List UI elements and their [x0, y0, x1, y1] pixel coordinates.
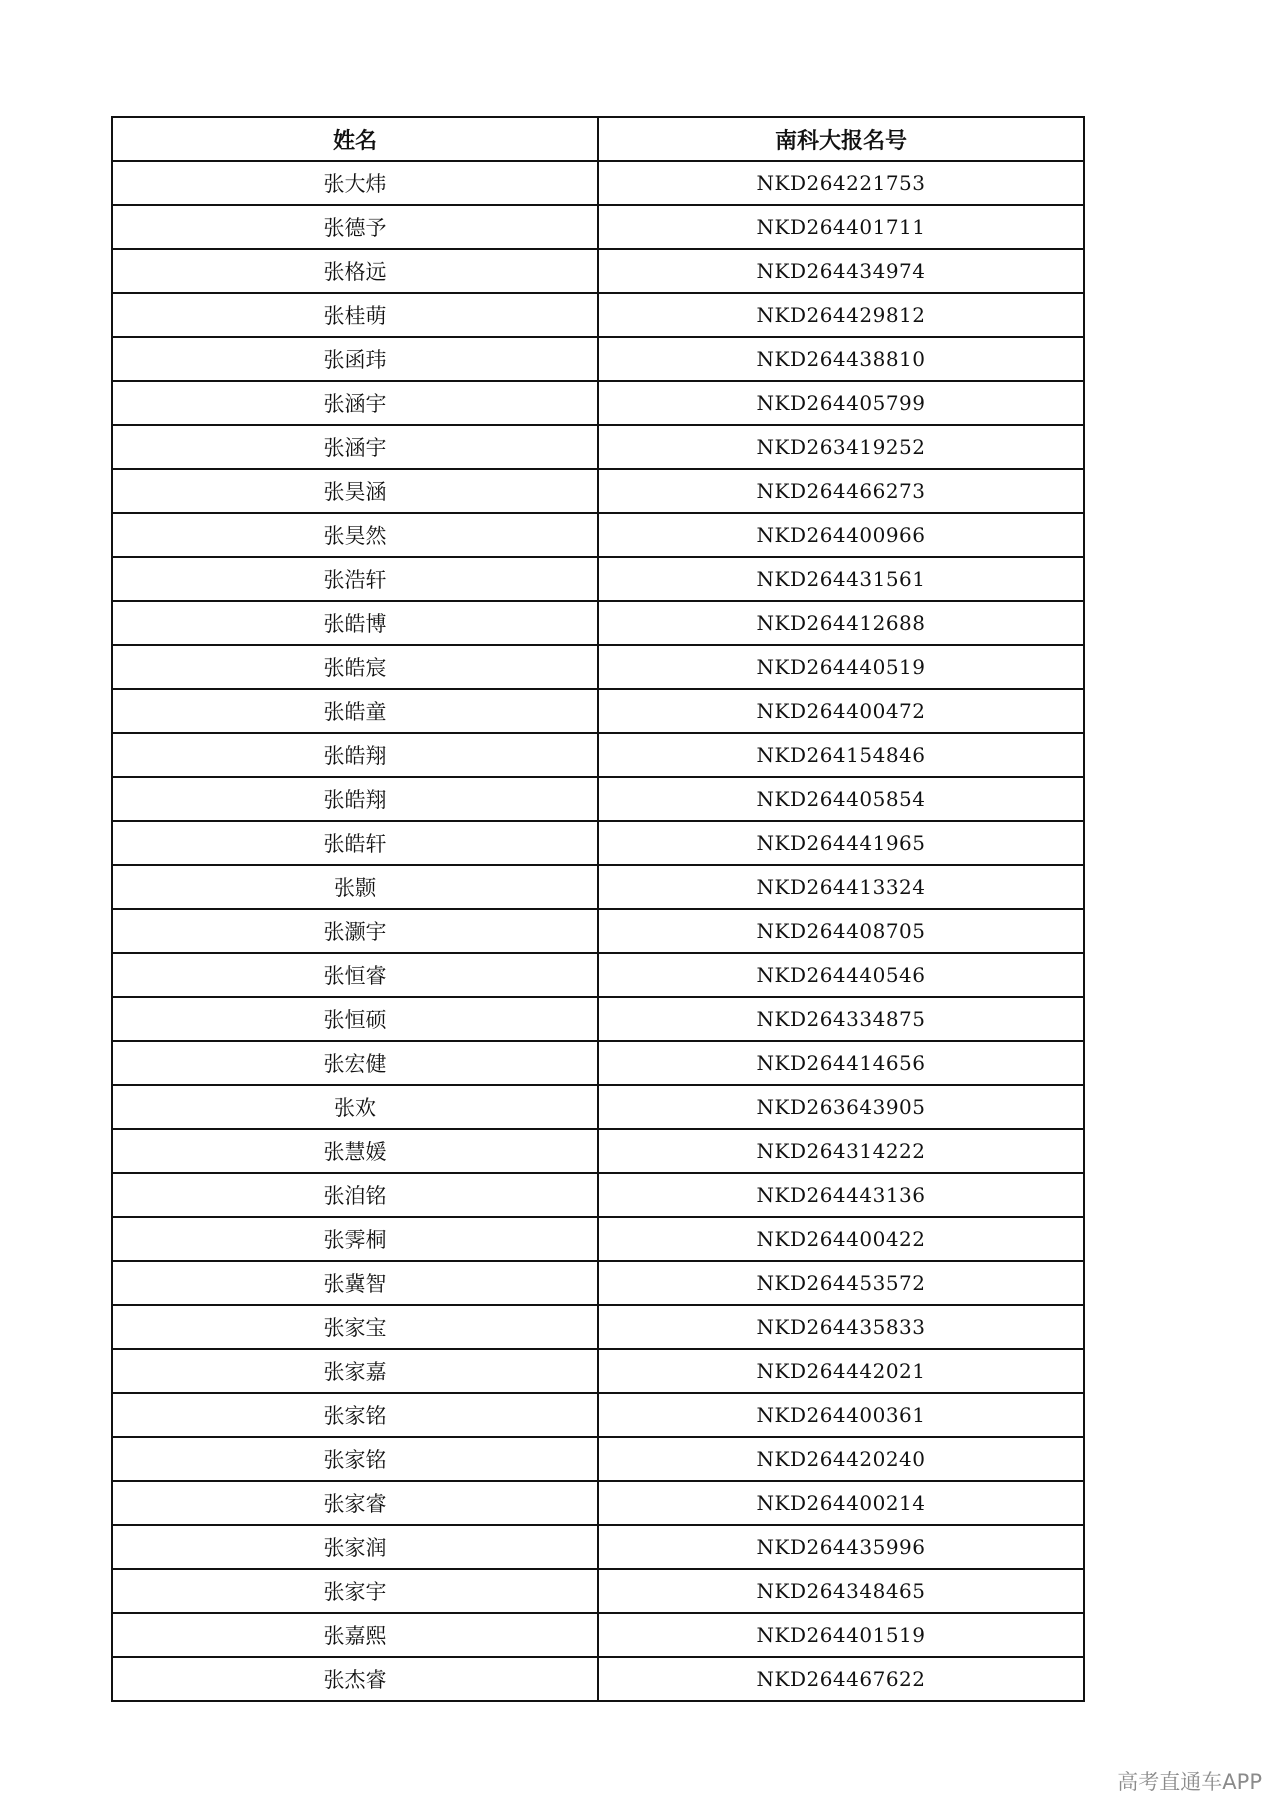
name-cell: 张浩轩: [112, 557, 598, 601]
name-cell: 张家宇: [112, 1569, 598, 1613]
table-row: [112, 1393, 1084, 1437]
reg-no-cell: NKD264401711: [598, 205, 1084, 249]
name-cell: 张慧媛: [112, 1129, 598, 1173]
reg-no-cell: NKD264413324: [598, 865, 1084, 909]
reg-no-cell: NKD264400966: [598, 513, 1084, 557]
name-cell: 张德予: [112, 205, 598, 249]
name-cell: 张家宝: [112, 1305, 598, 1349]
name-cell: 张家铭: [112, 1437, 598, 1481]
watermark: 高考直通车APP: [1117, 1770, 1262, 1794]
reg-no-cell: NKD264401519: [598, 1613, 1084, 1657]
table-row: [112, 997, 1084, 1041]
table-row: [112, 469, 1084, 513]
table-row: [112, 337, 1084, 381]
reg-no-cell: NKD264438810: [598, 337, 1084, 381]
reg-no-cell: NKD264434974: [598, 249, 1084, 293]
table-row: [112, 1349, 1084, 1393]
name-cell: 张冀智: [112, 1261, 598, 1305]
table-row: [112, 1525, 1084, 1569]
table-row: [112, 1261, 1084, 1305]
name-cell: 张大炜: [112, 161, 598, 205]
table-row: [112, 909, 1084, 953]
reg-no-cell: NKD264400422: [598, 1217, 1084, 1261]
table-row: [112, 161, 1084, 205]
table-row: [112, 645, 1084, 689]
name-cell: 张宏健: [112, 1041, 598, 1085]
reg-no-cell: NKD264334875: [598, 997, 1084, 1041]
reg-no-cell: NKD264431561: [598, 557, 1084, 601]
table-row: [112, 425, 1084, 469]
name-cell: 张霁桐: [112, 1217, 598, 1261]
reg-no-cell: NKD264441965: [598, 821, 1084, 865]
table-row: [112, 513, 1084, 557]
name-cell: 张涵宇: [112, 425, 598, 469]
reg-no-column-header: 南科大报名号: [598, 117, 1084, 161]
table-row: [112, 733, 1084, 777]
header-row: [112, 117, 1084, 161]
name-cell: 张函玮: [112, 337, 598, 381]
name-cell: 张洎铭: [112, 1173, 598, 1217]
name-cell: 张皓轩: [112, 821, 598, 865]
table-row: [112, 249, 1084, 293]
reg-no-cell: NKD264443136: [598, 1173, 1084, 1217]
table-row: [112, 1657, 1084, 1701]
reg-no-cell: NKD264440519: [598, 645, 1084, 689]
table-row: [112, 557, 1084, 601]
table-row: [112, 1041, 1084, 1085]
table-row: [112, 1481, 1084, 1525]
table-row: [112, 293, 1084, 337]
name-cell: 张灏宇: [112, 909, 598, 953]
table-row: [112, 953, 1084, 997]
name-cell: 张嘉熙: [112, 1613, 598, 1657]
name-cell: 张恒睿: [112, 953, 598, 997]
table-row: [112, 1569, 1084, 1613]
reg-no-cell: NKD264154846: [598, 733, 1084, 777]
reg-no-cell: NKD264400361: [598, 1393, 1084, 1437]
reg-no-cell: NKD264429812: [598, 293, 1084, 337]
registration-table: [111, 116, 1085, 1702]
reg-no-cell: NKD263643905: [598, 1085, 1084, 1129]
reg-no-cell: NKD264466273: [598, 469, 1084, 513]
name-cell: 张家嘉: [112, 1349, 598, 1393]
name-cell: 张欢: [112, 1085, 598, 1129]
table-row: [112, 205, 1084, 249]
name-cell: 张家润: [112, 1525, 598, 1569]
reg-no-cell: NKD264420240: [598, 1437, 1084, 1481]
table-row: [112, 381, 1084, 425]
name-cell: 张家睿: [112, 1481, 598, 1525]
reg-no-cell: NKD264408705: [598, 909, 1084, 953]
reg-no-cell: NKD264400214: [598, 1481, 1084, 1525]
reg-no-cell: NKD264442021: [598, 1349, 1084, 1393]
table-row: [112, 1305, 1084, 1349]
name-cell: 张皓宸: [112, 645, 598, 689]
reg-no-cell: NKD263419252: [598, 425, 1084, 469]
table-row: [112, 1173, 1084, 1217]
name-cell: 张杰睿: [112, 1657, 598, 1701]
reg-no-cell: NKD264467622: [598, 1657, 1084, 1701]
name-cell: 张家铭: [112, 1393, 598, 1437]
reg-no-cell: NKD264314222: [598, 1129, 1084, 1173]
reg-no-cell: NKD264435833: [598, 1305, 1084, 1349]
table-row: [112, 821, 1084, 865]
name-cell: 张皓博: [112, 601, 598, 645]
table-row: [112, 1129, 1084, 1173]
name-cell: 张颢: [112, 865, 598, 909]
reg-no-cell: NKD264435996: [598, 1525, 1084, 1569]
table-row: [112, 601, 1084, 645]
reg-no-cell: NKD264348465: [598, 1569, 1084, 1613]
reg-no-cell: NKD264440546: [598, 953, 1084, 997]
table-row: [112, 777, 1084, 821]
name-cell: 张皓翔: [112, 777, 598, 821]
name-cell: 张皓翔: [112, 733, 598, 777]
name-cell: 张恒硕: [112, 997, 598, 1041]
name-cell: 张桂萌: [112, 293, 598, 337]
reg-no-cell: NKD264405799: [598, 381, 1084, 425]
table-row: [112, 1217, 1084, 1261]
reg-no-cell: NKD264414656: [598, 1041, 1084, 1085]
name-column-header: 姓名: [112, 117, 598, 161]
reg-no-cell: NKD264400472: [598, 689, 1084, 733]
table-row: [112, 689, 1084, 733]
reg-no-cell: NKD264221753: [598, 161, 1084, 205]
name-cell: 张昊涵: [112, 469, 598, 513]
reg-no-cell: NKD264453572: [598, 1261, 1084, 1305]
name-cell: 张昊然: [112, 513, 598, 557]
table-body: [112, 161, 1084, 1701]
name-cell: 张皓童: [112, 689, 598, 733]
reg-no-cell: NKD264412688: [598, 601, 1084, 645]
name-cell: 张涵宇: [112, 381, 598, 425]
table-row: [112, 1613, 1084, 1657]
reg-no-cell: NKD264405854: [598, 777, 1084, 821]
name-cell: 张格远: [112, 249, 598, 293]
table-row: [112, 865, 1084, 909]
table-row: [112, 1437, 1084, 1481]
table-row: [112, 1085, 1084, 1129]
